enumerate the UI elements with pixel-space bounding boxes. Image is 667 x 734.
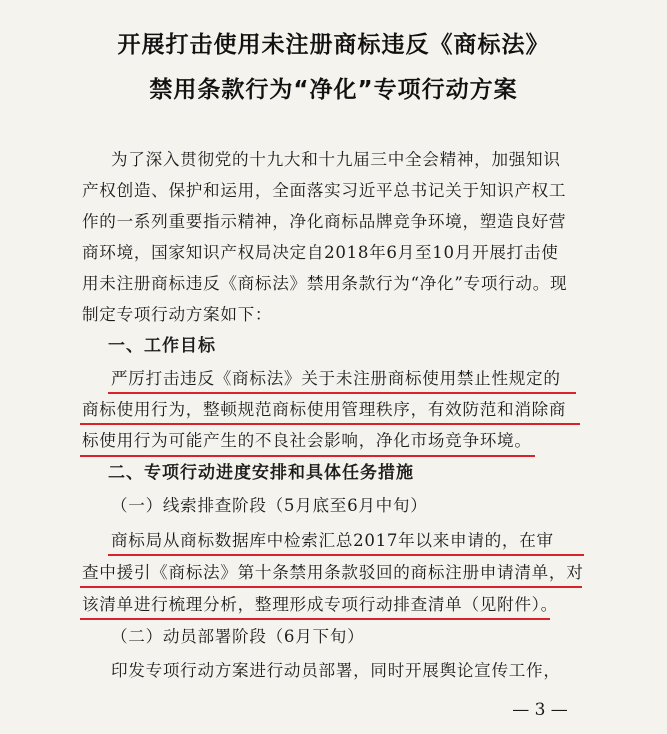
intro-line: 制定专项行动方案如下： xyxy=(82,305,273,324)
goal-line: 标使用行为可能产生的不良社会影响，净化市场竞争环境。 xyxy=(82,431,532,450)
intro-line: 用未注册商标违反《商标法》禁用条款行为“净化”专项行动。现 xyxy=(82,274,568,293)
section-heading-work-goals: 一、工作目标 xyxy=(108,336,216,356)
red-underline xyxy=(80,618,550,620)
section-heading-schedule: 二、专项行动进度安排和具体任务措施 xyxy=(108,463,414,483)
intro-line: 作的一系列重要指示精神，净化商标品牌竞争环境，塑造良好营 xyxy=(82,212,567,231)
red-underline xyxy=(80,423,580,425)
intro-line: 产权创造、保护和运用，全面落实习近平总书记关于知识产权工 xyxy=(82,181,567,200)
stage-line: 印发专项行动方案进行动员部署，同时开展舆论宣传工作， xyxy=(111,661,561,680)
page-number: — 3 — xyxy=(512,700,568,720)
document-title-line-1: 开展打击使用未注册商标违反《商标法》 xyxy=(117,32,550,58)
stage-title: （二）动员部署阶段（6月下旬） xyxy=(111,627,365,646)
red-underline xyxy=(108,554,584,556)
goal-line: 商标使用行为，整顿规范商标使用管理秩序，有效防范和消除商 xyxy=(82,400,567,419)
stage-line: 该清单进行梳理分析，整理形成专项行动排查清单（见附件）。 xyxy=(82,595,558,614)
stage-line: 商标局从商标数据库中检索汇总2017年以来申请的，在审 xyxy=(111,531,554,550)
intro-line: 为了深入贯彻党的十九大和十九届三中全会精神，加强知识 xyxy=(111,150,561,169)
intro-line: 商环境，国家知识产权局决定自2018年6月至10月开展打击使 xyxy=(82,243,559,262)
stage-line: 查中援引《商标法》第十条禁用条款驳回的商标注册申请清单，对 xyxy=(82,563,584,582)
red-underline xyxy=(80,455,535,457)
document-title-line-2: 禁用条款行为“净化”专项行动方案 xyxy=(149,77,518,103)
red-underline xyxy=(108,392,576,394)
red-underline xyxy=(80,586,582,588)
goal-line: 严厉打击违反《商标法》关于未注册商标使用禁止性规定的 xyxy=(111,369,561,388)
stage-title: （一）线索排查阶段（5月底至6月中旬） xyxy=(111,496,428,515)
